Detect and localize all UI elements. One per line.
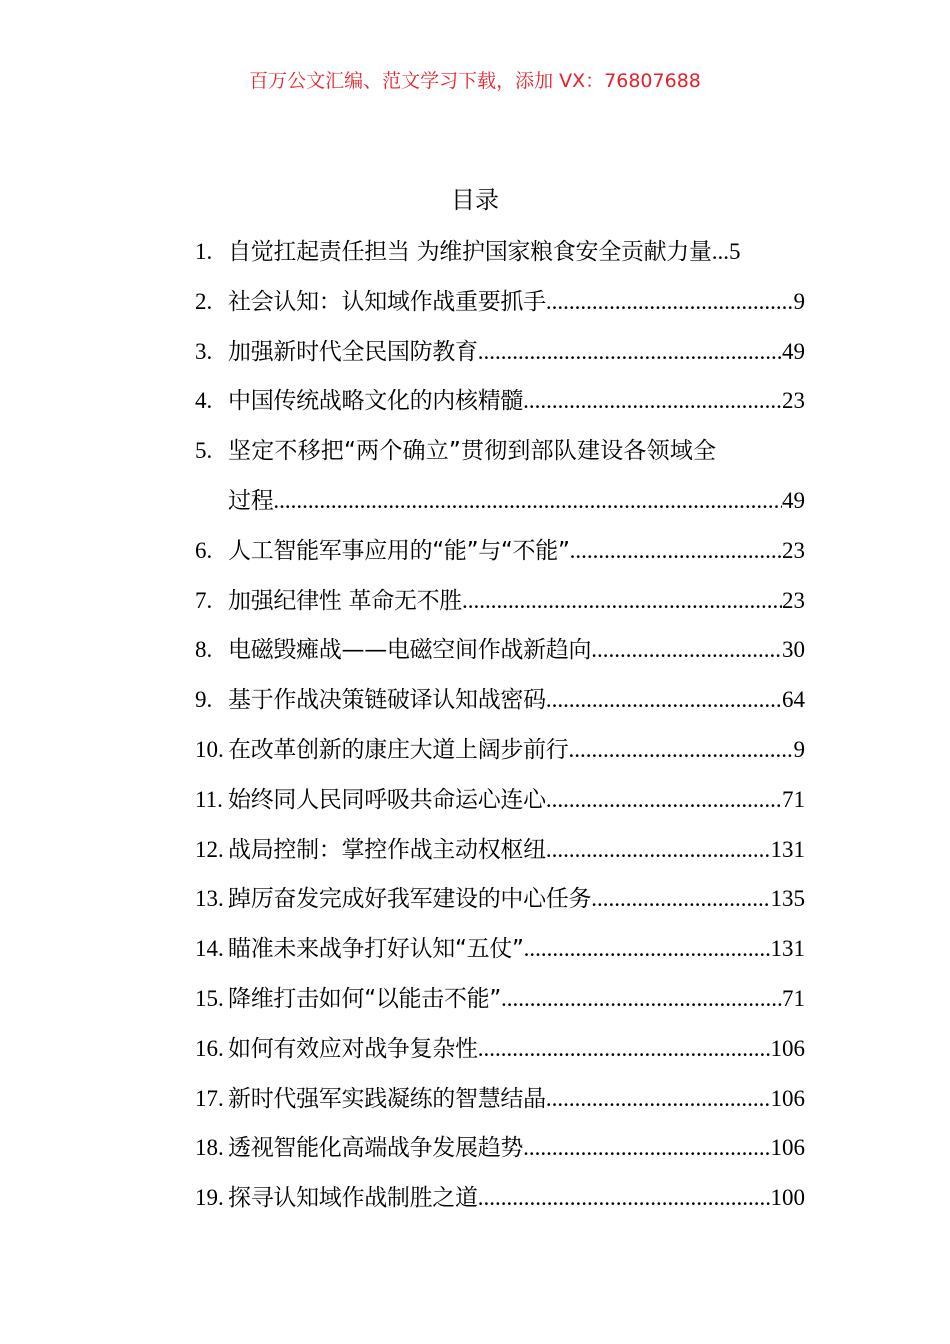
toc-list [195, 227, 805, 1223]
toc-entry-page: 30 [782, 637, 805, 663]
toc-entry-leader [523, 1123, 770, 1173]
toc-entry-label: 人工智能军事应用的“能”与“不能” [228, 537, 570, 564]
toc-entry-5[interactable] [195, 426, 805, 476]
toc-entry-label: 透视智能化高端战争发展趋势 [228, 1135, 524, 1162]
toc-entry-label: 踔厉奋发完成好我军建设的中心任务 [228, 886, 592, 913]
toc-entry-number: 17. [195, 1085, 224, 1111]
toc-entry-label: 坚定不移把“两个确立”贯彻到部队建设各领域全 [228, 438, 717, 465]
toc-entry-leader [546, 277, 794, 327]
toc-entry-leader [478, 327, 782, 377]
toc-entry-number: 7. [195, 587, 213, 613]
toc-entry-label-continuation: 过程 [228, 487, 274, 514]
toc-entry-label: 如何有效应对战争复杂性 [228, 1035, 478, 1062]
toc-entry-number: 8. [195, 637, 213, 663]
toc-entry-14[interactable] [195, 924, 805, 974]
toc-entry-19[interactable] [195, 1173, 805, 1223]
toc-entry-leader [462, 576, 782, 626]
toc-entry-10[interactable] [195, 725, 805, 775]
toc-entry-label: 加强纪律性 革命无不胜 [228, 587, 463, 614]
toc-entry-label: 加强新时代全民国防教育 [228, 338, 478, 365]
toc-entry-leader [591, 874, 770, 924]
toc-entry-2[interactable] [195, 277, 805, 327]
toc-entry-7[interactable] [195, 576, 805, 626]
toc-entry-number: 18. [195, 1135, 224, 1161]
toc-entry-page: 106 [770, 1135, 805, 1161]
toc-entry-page: 100 [770, 1185, 805, 1211]
toc-entry-number: 19. [195, 1185, 224, 1211]
toc-entry-leader [524, 924, 771, 974]
toc-entry-page: 23 [782, 388, 805, 414]
toc-entry-number: 5. [195, 438, 213, 464]
toc-entry-leader [546, 1074, 771, 1124]
toc-entry-page: 23 [782, 537, 805, 563]
toc-entry-leader [546, 675, 782, 725]
toc-entry-number: 6. [195, 537, 213, 563]
toc-entry-13[interactable] [195, 874, 805, 924]
toc-entry-page: 135 [770, 886, 805, 912]
toc-entry-leader [478, 1173, 771, 1223]
toc-entry-18[interactable] [195, 1123, 805, 1173]
toc-entry-number: 9. [195, 687, 213, 713]
toc-entry-number: 14. [195, 936, 224, 962]
toc-entry-number: 4. [195, 388, 213, 414]
toc-entry-3[interactable] [195, 327, 805, 377]
toc-entry-number: 12. [195, 836, 224, 862]
toc-entry-page: 71 [782, 786, 805, 812]
toc-entry-11[interactable] [195, 775, 805, 825]
toc-entry-number: 1. [195, 239, 213, 264]
toc-entry-label: 自觉扛起责任担当 为维护国家粮食安全贡献力量 [228, 239, 712, 265]
toc-entry-leader [273, 476, 782, 526]
toc-entry-page: 5 [728, 239, 741, 264]
toc-entry-page: 49 [782, 338, 805, 364]
toc-title: 目录 [451, 186, 499, 214]
toc-entry-leader [478, 1024, 771, 1074]
toc-entry-page: 131 [770, 936, 805, 962]
toc-entry-6[interactable] [195, 526, 805, 576]
toc-entry-page: 106 [770, 1085, 805, 1111]
toc-entry-15[interactable] [195, 974, 805, 1024]
toc-entry-page: 64 [782, 687, 805, 713]
toc-entry-8[interactable] [195, 625, 805, 675]
toc-entry-label: 降维打击如何“以能击不能” [228, 985, 501, 1012]
toc-entry-leader [501, 974, 782, 1024]
toc-entry-4[interactable] [195, 376, 805, 426]
toc-entry-label: 在改革创新的康庄大道上阔步前行 [228, 736, 569, 763]
toc-entry-page: 106 [770, 1035, 805, 1061]
toc-entry-page: 9 [793, 288, 805, 314]
toc-entry-page: 131 [770, 836, 805, 862]
toc-entry-page: 23 [782, 587, 805, 613]
toc-entry-12[interactable] [195, 825, 805, 875]
toc-entry-17[interactable] [195, 1074, 805, 1124]
toc-entry-number: 3. [195, 338, 213, 364]
toc-entry-label: 瞄准未来战争打好认知“五仗” [228, 936, 524, 963]
toc-entry-leader [546, 775, 782, 825]
toc-entry-number: 15. [195, 985, 224, 1011]
toc-entry-leader [523, 376, 782, 426]
toc-entry-label: 始终同人民同呼吸共命运心连心 [228, 786, 546, 813]
toc-entry-leader [591, 625, 782, 675]
toc-entry-page: 49 [782, 487, 805, 513]
toc-entry-9[interactable] [195, 675, 805, 725]
toc-entry-number: 16. [195, 1035, 224, 1061]
toc-entry-label: 基于作战决策链破译认知战密码 [228, 687, 546, 714]
toc-entry-label: 探寻认知域作战制胜之道 [228, 1185, 478, 1212]
header-banner: 百万公文汇编、范文学习下载，添加 VX：76807688 [249, 70, 701, 92]
toc-entry-number: 11. [195, 786, 223, 812]
toc-entry-number: 2. [195, 288, 213, 314]
toc-entry-label: 中国传统战略文化的内核精髓 [228, 388, 524, 415]
toc-entry-leader [570, 526, 782, 576]
toc-entry-16[interactable] [195, 1024, 805, 1074]
toc-entry-page: 9 [793, 736, 805, 762]
toc-entry-label: 社会认知：认知域作战重要抓手 [228, 288, 546, 315]
toc-entry-5-continuation[interactable] [195, 476, 805, 526]
toc-entry-leader: ... [711, 239, 729, 264]
toc-entry-label: 新时代强军实践凝练的智慧结晶 [228, 1085, 546, 1112]
toc-entry-label: 战局控制：掌控作战主动权枢纽 [228, 836, 546, 863]
toc-entry-leader [569, 725, 794, 775]
toc-entry-label: 电磁毁瘫战——电磁空间作战新趋向 [228, 637, 592, 664]
toc-entry-page: 71 [782, 985, 805, 1011]
toc-entry-1[interactable] [195, 227, 805, 277]
toc-entry-number: 10. [195, 736, 224, 762]
toc-entry-leader [546, 825, 771, 875]
toc-entry-number: 13. [195, 886, 224, 912]
